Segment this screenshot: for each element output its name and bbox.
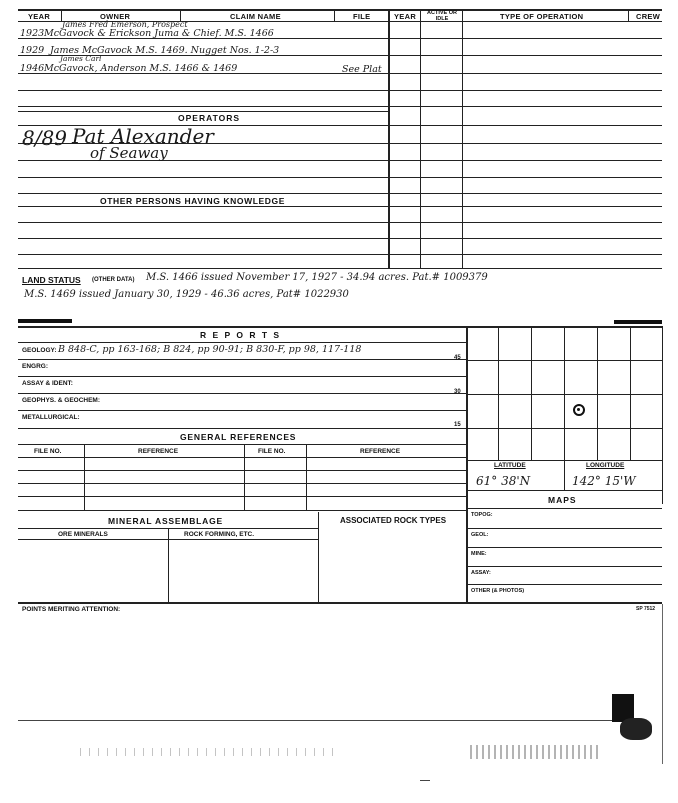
grid-number-30: 30 bbox=[454, 389, 461, 395]
col-file-no: FILE NO. bbox=[34, 448, 62, 455]
engrg-label: ENGRG: bbox=[22, 363, 48, 370]
form-number: SP 7512 bbox=[636, 606, 656, 612]
header-year-2: YEAR bbox=[394, 12, 417, 21]
maps-mine-label: MINE: bbox=[471, 551, 487, 557]
header-active-or-idle: ACTIVE OR IDLE bbox=[427, 10, 457, 22]
maps-assay-label: ASSAY: bbox=[471, 570, 491, 576]
claim-row-2-year: 1929 bbox=[20, 45, 45, 56]
geophys-label: GEOPHYS. & GEOCHEM: bbox=[22, 397, 101, 404]
col-reference-2: REFERENCE bbox=[360, 448, 401, 455]
land-status-sublabel: (OTHER DATA) bbox=[92, 277, 135, 283]
land-status-line-2: M.S. 1469 issued January 30, 1929 - 46.36 acres, Pat# 1022930 bbox=[24, 289, 349, 300]
header-claim-name: CLAIM NAME bbox=[230, 12, 281, 21]
header-file: FILE bbox=[353, 12, 371, 21]
claim-row-1-text: McGavock & Erickson Juma & Chief. M.S. 1466 bbox=[44, 28, 274, 39]
maps-title: MAPS bbox=[548, 495, 577, 505]
mineral-assemblage-title: MINERAL ASSEMBLAGE bbox=[108, 516, 223, 526]
claim-row-1-note: James Fred Emerson, Prospect bbox=[62, 20, 188, 29]
operator-company: of Seaway bbox=[90, 144, 168, 162]
claim-row-3-note: James Carl bbox=[60, 54, 102, 63]
scan-noise bbox=[470, 745, 600, 759]
maps-other-label: OTHER (& PHOTOS) bbox=[471, 588, 525, 594]
longitude-value: 142° 15'W bbox=[572, 474, 636, 488]
maps-topog-label: TOPOG: bbox=[471, 512, 493, 518]
longitude-label: LONGITUDE bbox=[586, 462, 625, 469]
header-type-of-operation: TYPE OF OPERATION bbox=[500, 12, 584, 21]
associated-rock-types-title: ASSOCIATED ROCK TYPES bbox=[339, 516, 447, 525]
claim-row-3-text: McGavock, Anderson M.S. 1466 & 1469 bbox=[44, 63, 238, 74]
land-status-line-1: M.S. 1466 issued November 17, 1927 - 34.94 acres. Pat.# 1009379 bbox=[146, 272, 488, 283]
operator-date: 8/89 bbox=[22, 126, 67, 150]
header-crew: CREW bbox=[636, 12, 661, 21]
points-meriting-attention-label: POINTS MERITING ATTENTION: bbox=[22, 606, 121, 613]
scan-artifact-blob bbox=[620, 718, 652, 740]
latitude-label: LATITUDE bbox=[494, 462, 526, 469]
rock-forming-label: ROCK FORMING, ETC. bbox=[184, 531, 255, 538]
other-persons-title: OTHER PERSONS HAVING KNOWLEDGE bbox=[100, 196, 286, 206]
geology-label: GEOLOGY: bbox=[22, 347, 57, 354]
operators-title: OPERATORS bbox=[178, 113, 241, 123]
header-year: YEAR bbox=[28, 12, 51, 21]
reports-title: R E P O R T S bbox=[200, 330, 282, 340]
col-file-no-2: FILE NO. bbox=[258, 448, 286, 455]
scan-noise-left bbox=[80, 748, 340, 756]
col-reference: REFERENCE bbox=[138, 448, 179, 455]
claim-row-3-year: 1946 bbox=[20, 63, 45, 74]
operator-name: Pat Alexander bbox=[72, 124, 214, 148]
location-marker-icon bbox=[573, 404, 585, 416]
grid-number-15: 15 bbox=[454, 422, 461, 428]
header-owner: OWNER bbox=[100, 12, 131, 21]
metallurgical-label: METALLURGICAL: bbox=[22, 414, 80, 421]
claim-row-1-year: 1923 bbox=[20, 28, 45, 39]
grid-number-45: 45 bbox=[454, 355, 461, 361]
land-status-label: LAND STATUS bbox=[22, 275, 81, 285]
latitude-value: 61° 38'N bbox=[476, 474, 531, 488]
geology-value: B 848-C, pp 163-168; B 824, pp 90-91; B 830-F, pp 98, 117-118 bbox=[58, 344, 362, 355]
maps-geol-label: GEOL: bbox=[471, 532, 489, 538]
claim-row-3-file: See Plat bbox=[342, 64, 382, 75]
assay-label: ASSAY & IDENT: bbox=[22, 380, 73, 387]
claim-row-2-text: James McGavock M.S. 1469. Nugget Nos. 1-2-3 bbox=[50, 45, 280, 56]
general-references-title: GENERAL REFERENCES bbox=[180, 432, 297, 442]
ore-minerals-label: ORE MINERALS bbox=[58, 531, 108, 538]
